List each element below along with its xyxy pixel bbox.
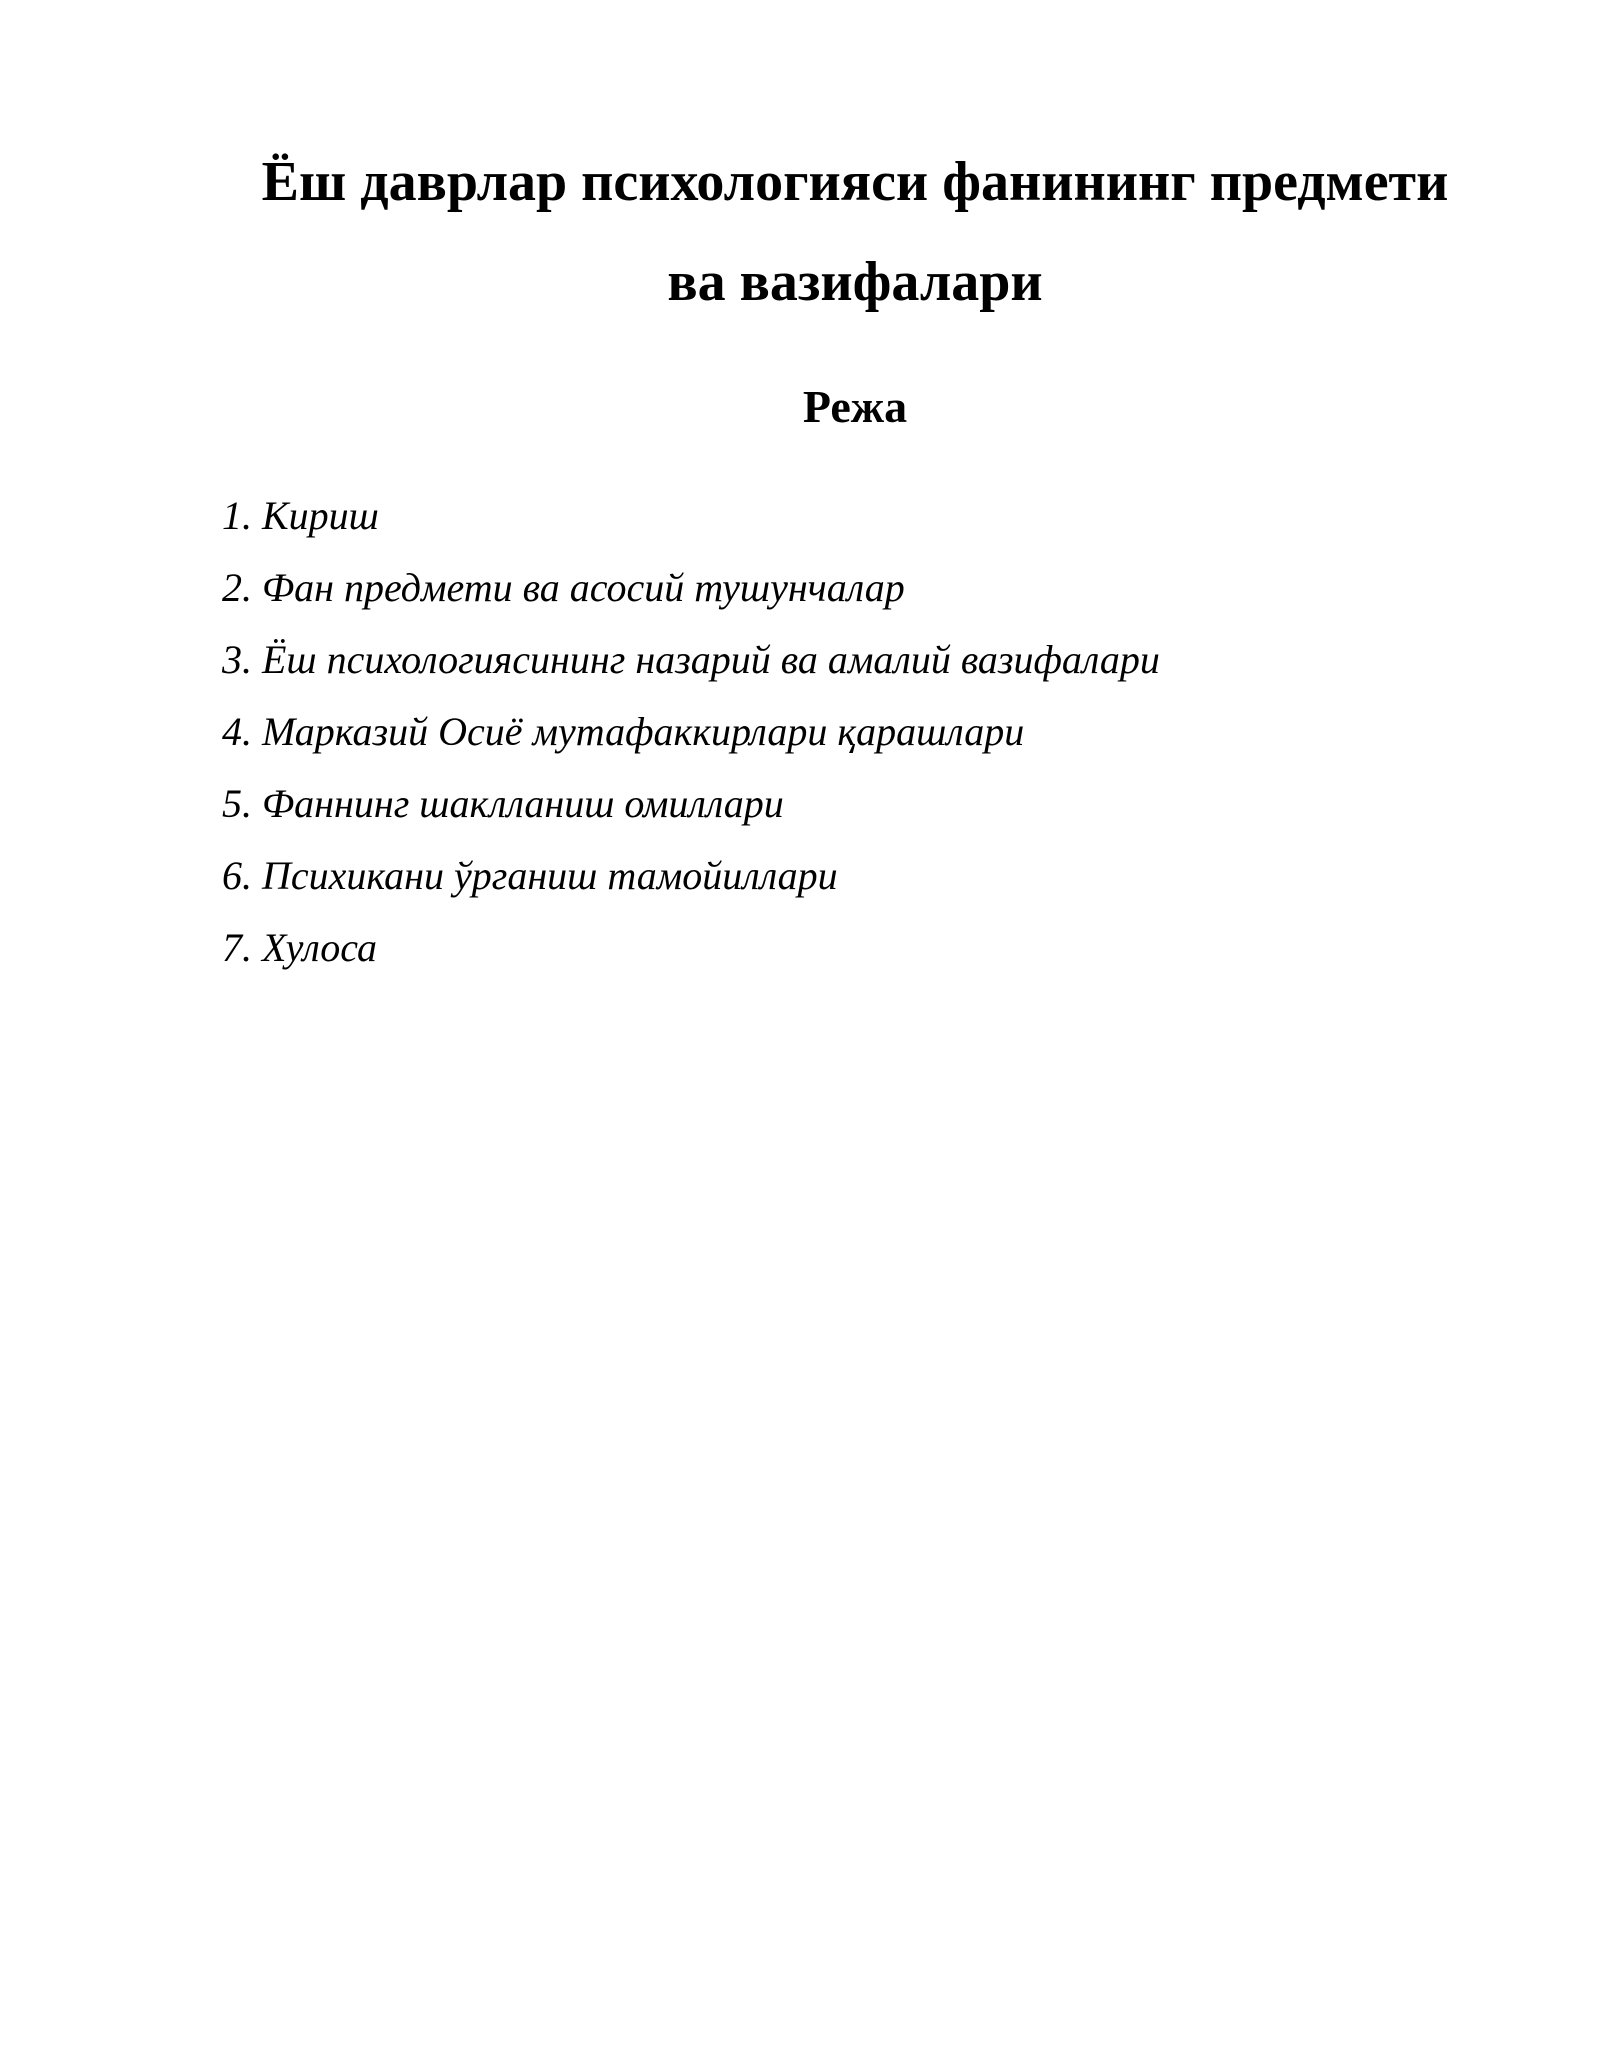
plan-list — [222, 480, 1160, 984]
title-line-1: Ёш даврлар психологияси фанининг предмети — [261, 151, 1449, 213]
plan-item: 3. Ёш психологиясининг назарий ва амалий вазифалари — [222, 637, 1160, 682]
title-line-2: ва вазифалари — [667, 251, 1043, 313]
plan-item: 5. Фаннинг шаклланиш омиллари — [222, 781, 784, 826]
plan-item: 6. Психикани ўрганиш тамойиллари — [222, 853, 838, 898]
plan-heading: Режа — [802, 381, 908, 432]
document-title — [220, 132, 1490, 332]
plan-item: 2. Фан предмети ва асосий тушунчалар — [222, 565, 905, 610]
plan-item: 1. Кириш — [222, 493, 379, 538]
plan-item: 4. Марказий Осиё мутафаккирлари қарашлари — [222, 709, 1025, 754]
plan-item: 7. Хулоса — [222, 925, 377, 970]
